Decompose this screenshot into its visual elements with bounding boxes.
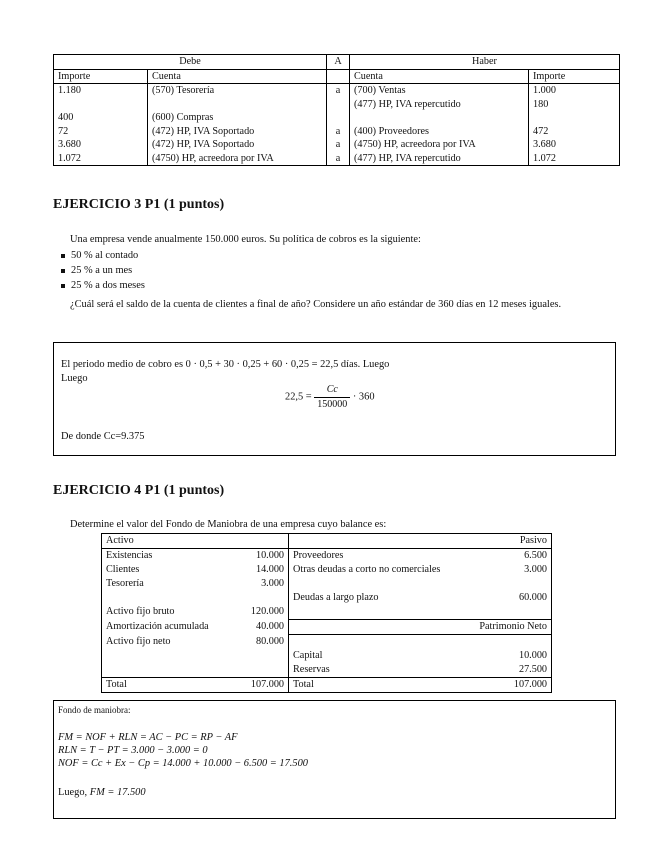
pasivo-header: Pasivo [289, 534, 552, 549]
debe-header: Debe [54, 55, 327, 70]
patrimonio-header: Patrimonio Neto [289, 620, 552, 635]
list-item: 50 % al contado [61, 249, 138, 263]
table-row: Clientes 14.000 Otras deudas a corto no comerciales 3.000 [106, 564, 547, 575]
list-item: 25 % a dos meses [61, 279, 145, 293]
ex4-sol-eq2: RLN = T − PT = 3.000 − 3.000 = 0 [58, 745, 208, 756]
table-row: Activo fijo neto 80.000 [102, 635, 552, 650]
table-row: 1.180 (570) Tesorería a (700) Ventas 1.000 [54, 84, 620, 98]
col-importe-haber: Importe [529, 69, 620, 84]
table-row: Activo fijo bruto 120.000 [102, 605, 552, 620]
ex3-equation: 22,5 = $\frac{Cc}{150000}$ · 360 [285, 384, 375, 410]
ex3-question: ¿Cuál será el saldo de la cuenta de clientes a final de año? Considere un año estándar de 360 días en 12 meses iguales. [70, 299, 562, 310]
col-cuenta-haber: Cuenta [350, 69, 529, 84]
bullet-icon [61, 254, 65, 258]
table-row: Amortización acumulada 40.000 Patrimonio Neto [102, 620, 552, 635]
table-row: Capital 10.000 [102, 649, 552, 663]
table-row: Deudas a largo plazo 60.000 [102, 591, 552, 605]
table-row: Reservas 27.500 [102, 663, 552, 678]
col-importe: Importe [54, 69, 148, 84]
total-row: Total 107.000 Total 107.000 [102, 678, 552, 693]
balance-table [101, 533, 552, 693]
ex3-title: EJERCICIO 3 P1 (1 puntos) [53, 197, 225, 212]
ex4-sol-result: Luego, FM = 17.500 [58, 787, 146, 798]
ex4-intro: Determine el valor del Fondo de Maniobra de una empresa cuyo balance es: [70, 519, 387, 530]
ex3-intro: Una empresa vende anualmente 150.000 euros. Su política de cobros es la siguiente: [70, 234, 421, 245]
table-row: 72 (472) HP, IVA Soportado a (400) Proveedores 472 [54, 125, 620, 139]
table-row: Tesorería 3.000 [102, 577, 552, 591]
ex4-title: EJERCICIO 4 P1 (1 puntos) [53, 483, 225, 498]
ex4-sol-eq1: FM = NOF + RLN = AC − PC = RP − AF [58, 732, 238, 743]
ex4-sol-eq3: NOF = Cc + Ex − Cp = 14.000 + 10.000 − 6.500 = 17.500 [58, 758, 308, 769]
journal-table [53, 54, 620, 166]
ex4-solution-box [53, 700, 616, 819]
ex3-sol-line1: El periodo medio de cobro es 0 · 0,5 + 30 · 0,25 + 60 · 0,25 = 22,5 días. Luego [61, 359, 390, 370]
haber-header: Haber [350, 55, 620, 70]
ex3-sol-line2: Luego [61, 373, 88, 384]
bullet-icon [61, 269, 65, 273]
bullet-icon [61, 284, 65, 288]
ex4-sol-head: Fondo de maniobra: [58, 705, 131, 715]
table-row: Existencias 10.000 Proveedores 6.500 [106, 550, 547, 561]
ex3-sol-result: De donde Cc=9.375 [61, 431, 145, 442]
fraction: $\frac{Cc}{150000}$ [314, 383, 350, 412]
table-row: (477) HP, IVA repercutido 180 [54, 98, 620, 112]
col-cuenta: Cuenta [148, 69, 327, 84]
activo-header: Activo [102, 534, 289, 549]
table-row: 400 (600) Compras [54, 111, 620, 125]
table-row: 3.680 (472) HP, IVA Soportado a (4750) HP, acreedora por IVA 3.680 [54, 138, 620, 152]
table-row: 1.072 (4750) HP, acreedora por IVA a (477) HP, IVA repercutido 1.072 [54, 152, 620, 166]
a-header: A [327, 55, 350, 70]
list-item: 25 % a un mes [61, 264, 132, 278]
ex3-solution-box [53, 342, 616, 456]
